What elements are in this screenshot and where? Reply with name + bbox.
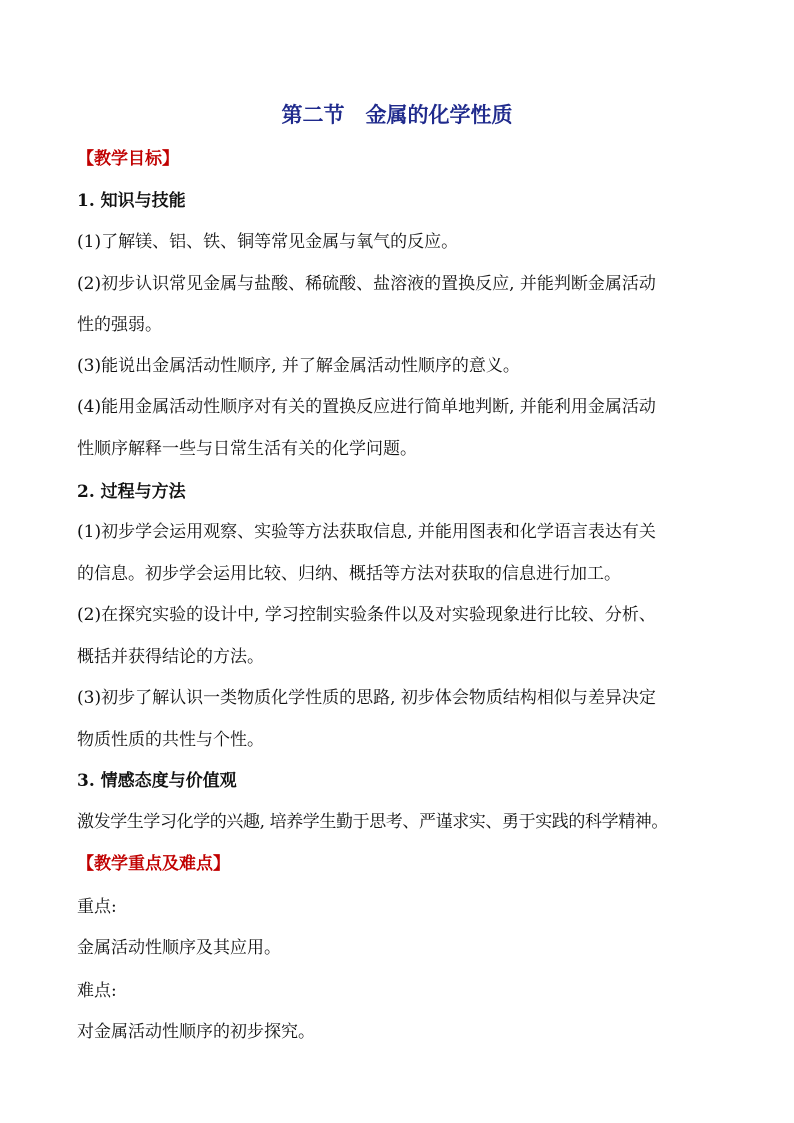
paragraph-line: 对金属活动性顺序的初步探究。: [77, 1022, 315, 1042]
paragraph-line: (1)初步学会运用观察、实验等方法获取信息, 并能用图表和化学语言表达有关: [77, 522, 656, 542]
page-title: 第二节 金属的化学性质: [281, 102, 513, 127]
paragraph-line: 金属活动性顺序及其应用。: [77, 938, 281, 958]
paragraph-line: 性顺序解释一些与日常生活有关的化学问题。: [77, 439, 417, 459]
subheading-process-methods: 2. 过程与方法: [77, 482, 186, 502]
paragraph-line: 概括并获得结论的方法。: [77, 647, 264, 667]
subheading-emotion-values: 3. 情感态度与价值观: [77, 771, 237, 791]
paragraph-line: 性的强弱。: [77, 315, 162, 335]
section-heading-key-points: 【教学重点及难点】: [77, 854, 230, 874]
paragraph-line: (3)初步了解认识一类物质化学性质的思路, 初步体会物质结构相似与差异决定: [77, 688, 656, 708]
label-difficulty: 难点:: [77, 981, 117, 1001]
subheading-knowledge-skills: 1. 知识与技能: [77, 191, 186, 211]
paragraph-line: (4)能用金属活动性顺序对有关的置换反应进行简单地判断, 并能利用金属活动: [77, 397, 656, 417]
section-heading-teaching-objectives: 【教学目标】: [77, 149, 179, 169]
paragraph-line: (3)能说出金属活动性顺序, 并了解金属活动性顺序的意义。: [77, 356, 520, 376]
paragraph-line: (1)了解镁、铝、铁、铜等常见金属与氧气的反应。: [77, 232, 459, 252]
paragraph-line: 物质性质的共性与个性。: [77, 730, 264, 750]
paragraph-line: 激发学生学习化学的兴趣, 培养学生勤于思考、严谨求实、勇于实践的科学精神。: [77, 812, 669, 832]
paragraph-line: (2)初步认识常见金属与盐酸、稀硫酸、盐溶液的置换反应, 并能判断金属活动: [77, 274, 656, 294]
label-key-point: 重点:: [77, 897, 117, 917]
paragraph-line: 的信息。初步学会运用比较、归纳、概括等方法对获取的信息进行加工。: [77, 564, 621, 584]
paragraph-line: (2)在探究实验的设计中, 学习控制实验条件以及对实验现象进行比较、分析、: [77, 605, 656, 625]
